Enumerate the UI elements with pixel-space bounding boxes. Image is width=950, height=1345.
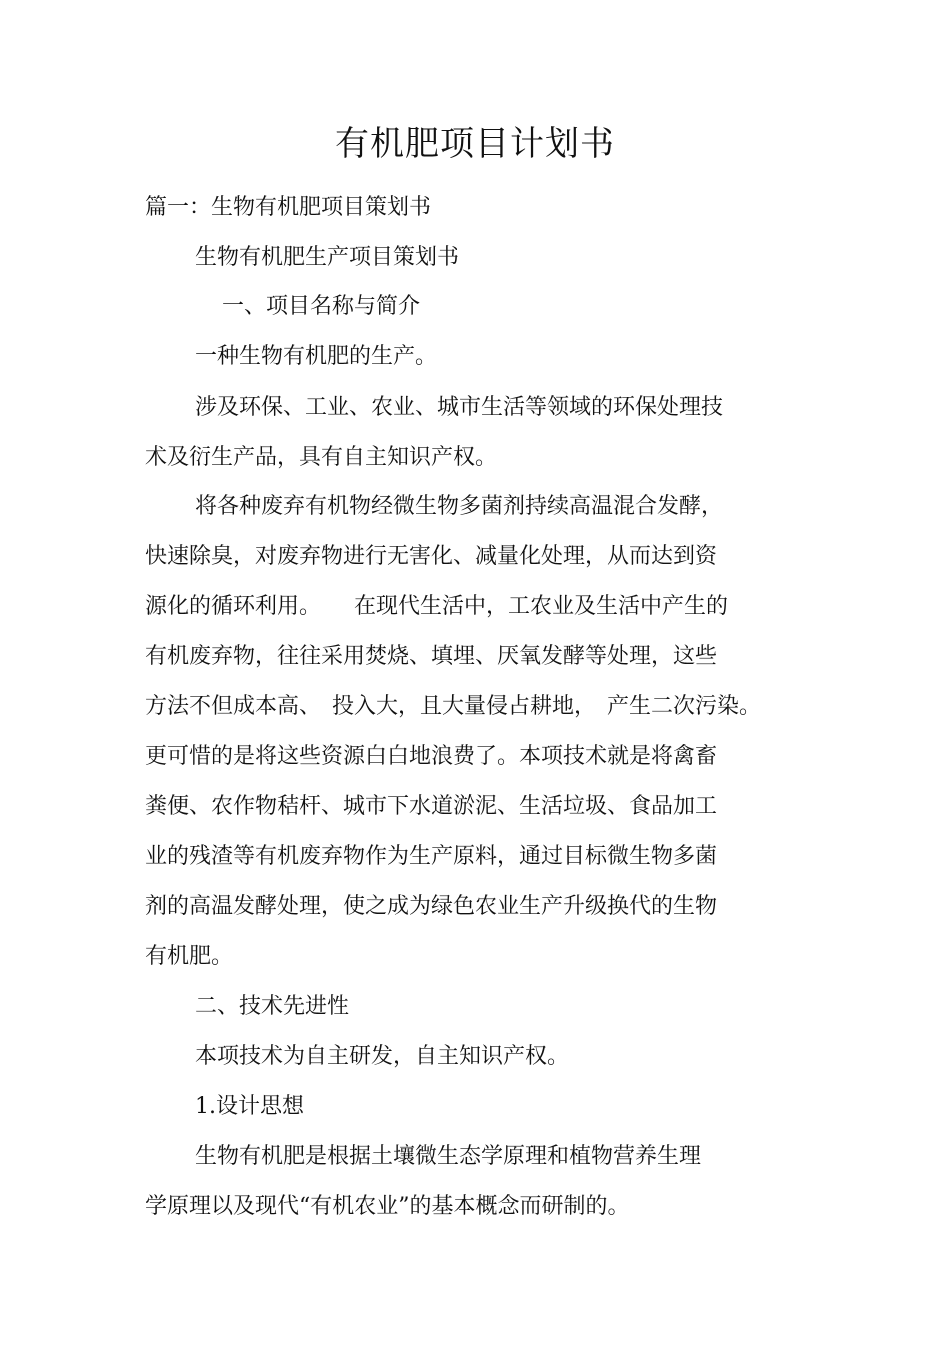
paragraph-line: 生物有机肥是根据土壤微生态学原理和植物营养生理 [195,1144,702,1169]
paragraph-line: 本项技术为自主研发，自主知识产权。 [195,1044,570,1069]
paragraph-line: 更可惜的是将这些资源白白地浪费了。本项技术就是将禽畜 [145,744,718,769]
paragraph-line: 有机肥。 [145,944,234,969]
paragraph-line: 涉及环保、工业、农业、城市生活等领域的环保处理技 [195,395,724,420]
paragraph-line: 一种生物有机肥的生产。 [195,344,438,369]
paragraph-line: 业的残渣等有机废弃物作为生产原料，通过目标微生物多菌 [145,844,718,869]
paragraph-line: 有机废弃物，往往采用焚烧、填埋、厌氧发酵等处理，这些 [145,644,718,669]
heading-2: 二、技术先进性 [195,994,350,1019]
document-title: 有机肥项目计划书 [335,124,615,164]
section-heading: 篇一：生物有机肥项目策划书 [145,195,432,220]
paragraph-line: 源化的循环利用。 在现代生活中，工农业及生活中产生的 [145,594,729,619]
paragraph-line: 粪便、农作物秸杆、城市下水道淤泥、生活垃圾、食品加工 [145,794,718,819]
paragraph-line: 剂的高温发酵处理，使之成为绿色农业生产升级换代的生物 [145,894,718,919]
paragraph-line: 学原理以及现代“有机农业”的基本概念而研制的。 [145,1194,630,1219]
heading-1: 一、项目名称与简介 [222,294,421,319]
paragraph-line: 快速除臭，对废弃物进行无害化、减量化处理，从而达到资 [145,544,718,569]
paragraph-line: 术及衍生产品，具有自主知识产权。 [145,445,498,470]
paragraph-line: 将各种废弃有机物经微生物多菌剂持续高温混合发酵， [195,494,724,519]
subheading: 1.设计思想 [195,1094,304,1119]
subtitle: 生物有机肥生产项目策划书 [195,245,460,270]
paragraph-line: 方法不但成本高、 投入大，且大量侵占耕地， 产生二次污染。 [145,694,762,719]
